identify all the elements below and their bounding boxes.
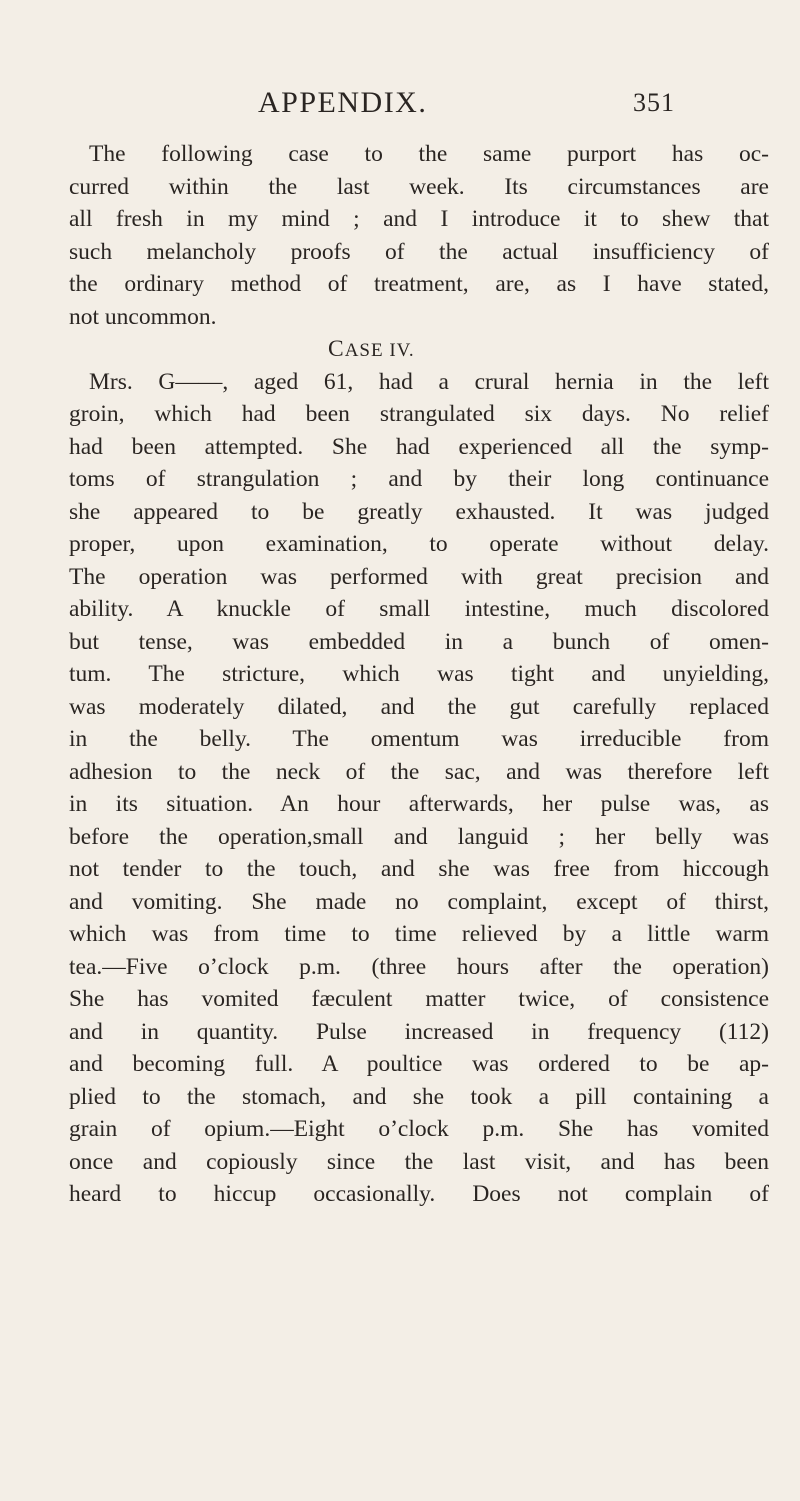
- text-line: adhesion to the neck of the sac, and was therefore left: [69, 758, 769, 785]
- text-line: and in quantity. Pulse increased in frequency (112): [69, 1018, 769, 1045]
- text-line: such melancholy proofs of the actual insufficiency of: [69, 238, 769, 265]
- text-line: proper, upon examination, to operate without delay.: [69, 531, 769, 557]
- case-heading-initial: C: [328, 336, 345, 362]
- text-line: and becoming full. A poultice was ordered to be ap-: [69, 1051, 769, 1077]
- paragraph-case: [69, 366, 789, 1211]
- text-line: not tender to the touch, and she was free from hiccough: [69, 856, 769, 882]
- text-line: the ordinary method of treatment, are, as I have stated,: [69, 271, 769, 297]
- text-line: in its situation. An hour afterwards, her pulse was, as: [69, 791, 769, 817]
- text-line: which was from time to time relieved by a little warm: [69, 921, 769, 947]
- text-line: She has vomited fæculent matter twice, of consistence: [69, 986, 769, 1012]
- text-line: tea.—Five o’clock p.m. (three hours after the operation): [69, 953, 769, 980]
- body-text: [69, 138, 789, 1211]
- text-line: tum. The stricture, which was tight and unyielding,: [69, 661, 769, 687]
- text-line: The following case to the same purport has oc-: [89, 141, 769, 167]
- text-line: The operation was performed with great precision and: [69, 563, 769, 590]
- text-line: ability. A knuckle of small intestine, much discolored: [69, 596, 769, 622]
- text-line: had been attempted. She had experienced all the symp-: [69, 433, 769, 460]
- text-line: but tense, was embedded in a bunch of omen-: [69, 628, 769, 655]
- text-line: heard to hiccup occasionally. Does not complain of: [69, 1181, 769, 1207]
- paragraph-intro: [69, 138, 789, 333]
- text-line: before the operation,small and languid ; her belly was: [69, 823, 769, 850]
- case-heading-rest: ASE IV.: [344, 340, 415, 361]
- text-line: she appeared to be greatly exhausted. It was judged: [69, 498, 769, 525]
- text-line: groin, which had been strangulated six days. No relief: [69, 401, 769, 427]
- running-title: APPENDIX.: [258, 86, 428, 119]
- text-line: grain of opium.—Eight o’clock p.m. She has vomited: [69, 1116, 769, 1142]
- text-line: all fresh in my mind ; and I introduce it to shew that: [69, 206, 769, 232]
- text-line: Mrs. G——, aged 61, had a crural hernia in the left: [89, 368, 769, 395]
- text-line: in the belly. The omentum was irreducible from: [69, 726, 769, 752]
- text-line: and vomiting. She made no complaint, except of thirst,: [69, 888, 769, 915]
- page-header: [0, 86, 800, 126]
- text-line: not uncommon.: [69, 303, 217, 330]
- text-line: plied to the stomach, and she took a pill containing a: [69, 1083, 769, 1110]
- text-line: toms of strangulation ; and by their long continuance: [69, 466, 769, 492]
- case-heading: [69, 333, 789, 366]
- text-line: was moderately dilated, and the gut carefully replaced: [69, 693, 769, 720]
- text-line: once and copiously since the last visit, and has been: [69, 1148, 769, 1175]
- text-line: curred within the last week. Its circumstances are: [69, 173, 769, 200]
- page-number: 351: [633, 88, 675, 117]
